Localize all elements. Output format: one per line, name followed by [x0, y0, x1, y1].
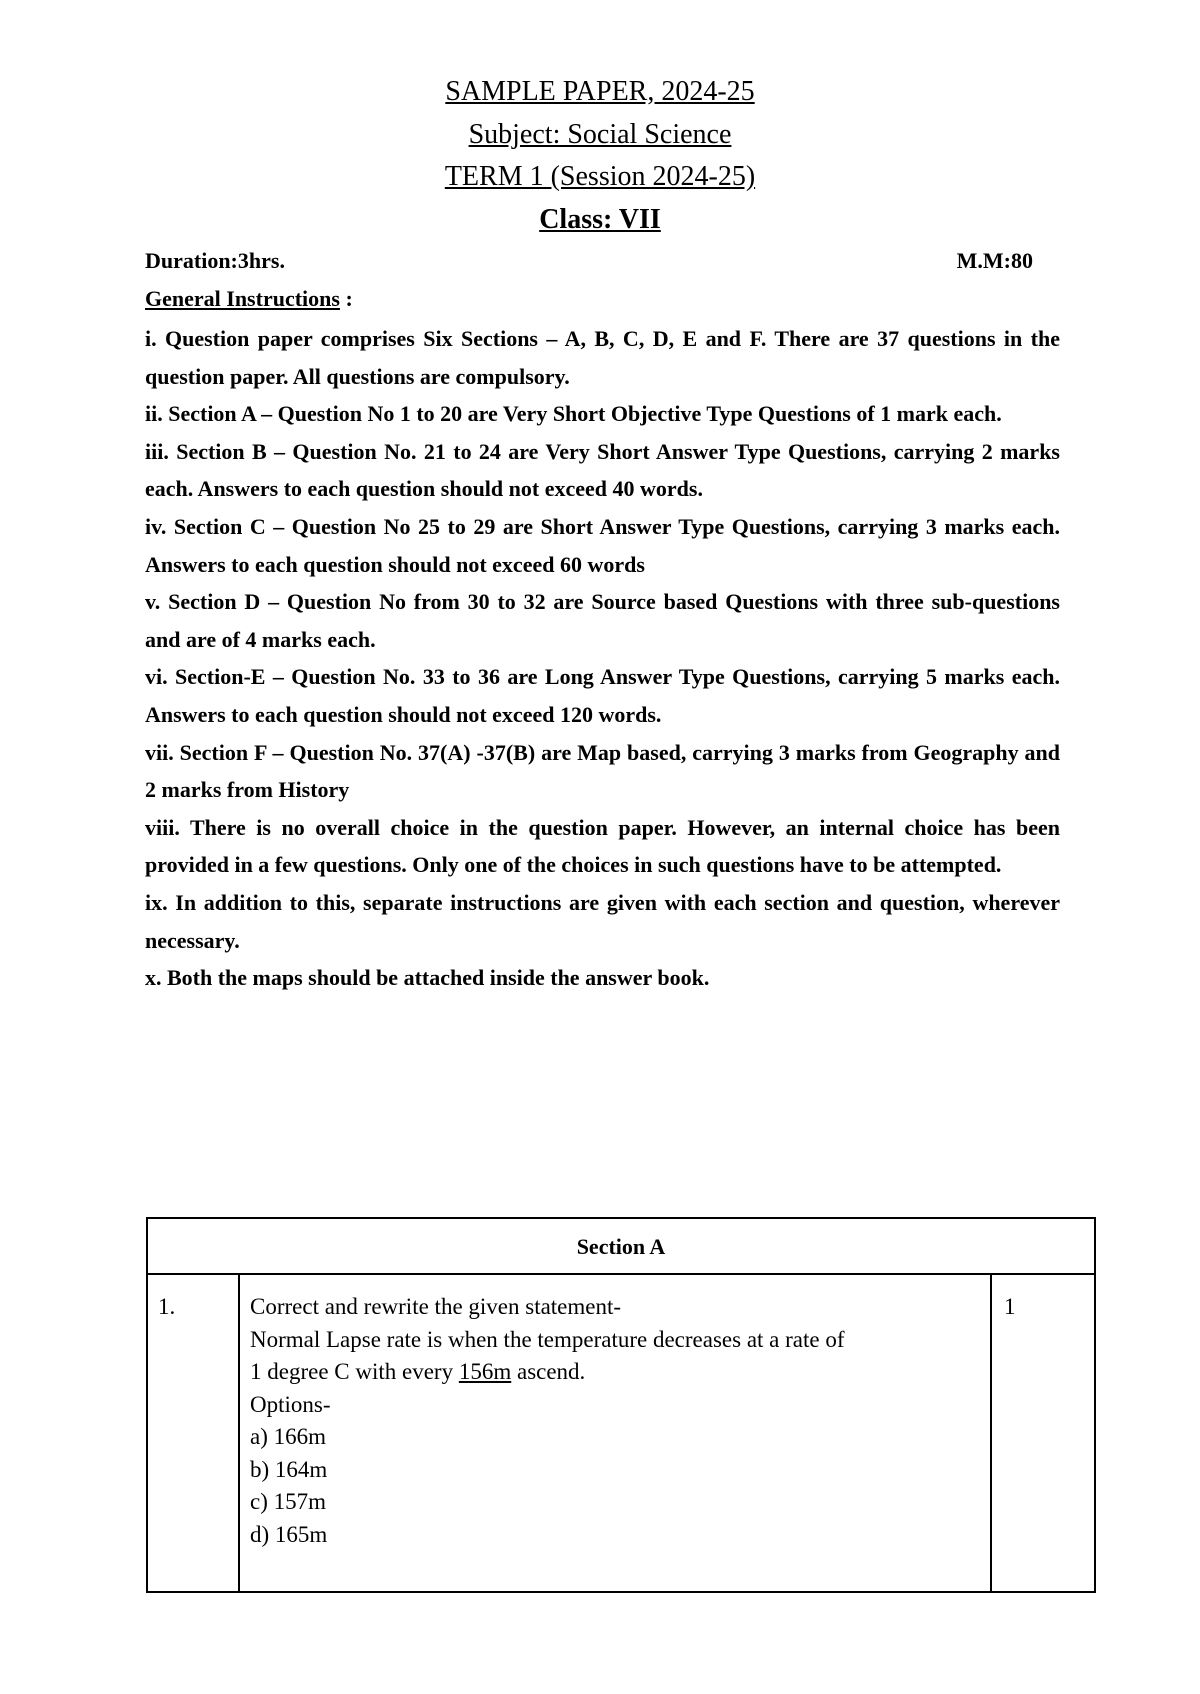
column-divider: [238, 1275, 240, 1591]
class-line: Class: VII: [539, 204, 661, 235]
statement-text-before: 1 degree C with every: [250, 1359, 459, 1384]
general-instructions-label: General Instructions: [145, 286, 340, 311]
section-a-table: [146, 1217, 1096, 1593]
instruction-item: i. Question paper comprises Six Sections – A, B, C, D, E and F. There are 37 questions in the question paper. All questions are compulsory.: [145, 326, 1060, 389]
duration-marks-row: [145, 246, 1033, 276]
general-instructions-colon: :: [339, 286, 353, 311]
instruction-item: vi. Section-E – Question No. 33 to 36 are Long Answer Type Questions, carrying 5 marks each. Answers to each question should not exceed 120 words.: [145, 664, 1060, 727]
instruction-item: viii. There is no overall choice in the question paper. However, an internal choice has been provided in a few questions. Only one of the choices in such questions have to be attempted.: [145, 814, 1060, 878]
statement-text-after: ascend.: [511, 1359, 586, 1384]
statement-underlined-value: 156m: [458, 1359, 512, 1384]
section-a-heading: Section A: [148, 1219, 1094, 1275]
instruction-item: x. Both the maps should be attached inside the answer book.: [145, 965, 710, 991]
question-number: 1.: [158, 1294, 176, 1319]
column-divider: [990, 1275, 992, 1591]
options-label: Options-: [250, 1391, 331, 1417]
option-a: a) 166m: [250, 1424, 327, 1449]
instruction-item: iii. Section B – Question No. 21 to 24 are Very Short Answer Type Questions, carrying 2 marks each. Answers to each question should not exceed 40 words.: [145, 438, 1060, 502]
instruction-item: vii. Section F – Question No. 37(A) -37(B) are Map based, carrying 3 marks from Geography and 2 marks from History: [145, 739, 1060, 803]
general-instructions-heading: [145, 284, 353, 314]
term-line: TERM 1 (Session 2024-25): [444, 161, 756, 192]
question-statement-line-2: [250, 1356, 985, 1389]
option-c: c) 157m: [250, 1489, 327, 1514]
question-prompt: Correct and rewrite the given statement-: [250, 1294, 622, 1319]
question-body: [250, 1291, 985, 1551]
question-marks: 1: [1004, 1294, 1016, 1319]
option-d: d) 165m: [250, 1521, 328, 1547]
option-b: b) 164m: [250, 1456, 328, 1482]
instruction-item: iv. Section C – Question No 25 to 29 are Short Answer Type Questions, carrying 3 marks each. Answers to each question should not exceed 60 words: [145, 513, 1060, 577]
instructions-list: [145, 320, 1060, 997]
instruction-item: ix. In addition to this, separate instructions are given with each section and question, wherever necessary.: [145, 889, 1060, 953]
question-statement-line-1: Normal Lapse rate is when the temperature decreases at a rate of: [250, 1326, 845, 1352]
instruction-item: v. Section D – Question No from 30 to 32 are Source based Questions with three sub-questions and are of 4 marks each.: [145, 589, 1060, 652]
paper-title: SAMPLE PAPER, 2024-25: [445, 76, 755, 107]
subject-line: Subject: Social Science: [468, 119, 732, 150]
instruction-item: ii. Section A – Question No 1 to 20 are Very Short Objective Type Questions of 1 mark each.: [145, 401, 1002, 427]
max-marks: M.M:80: [956, 248, 1033, 273]
duration: Duration:3hrs.: [145, 248, 285, 273]
